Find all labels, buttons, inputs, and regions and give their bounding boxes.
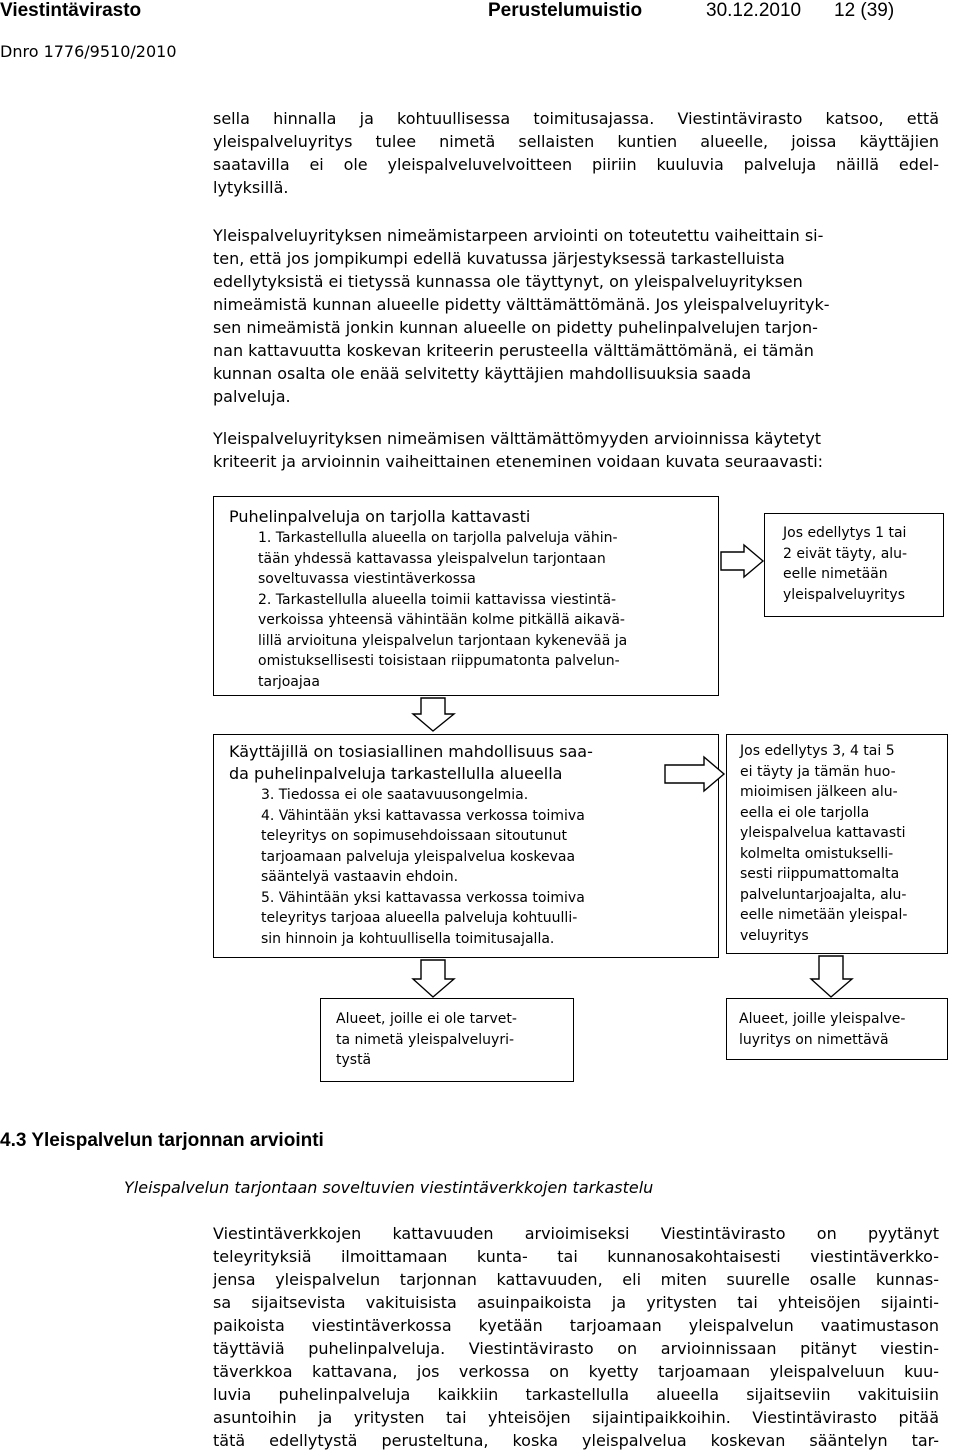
section-heading: 4.3 Yleispalvelun tarjonnan arviointi xyxy=(0,1130,324,1151)
section-subheading: Yleispalvelun tarjontaan soveltuvien viestintäverkkojen tarkastelu xyxy=(124,1178,654,1197)
header-org: Viestintävirasto xyxy=(0,0,142,21)
down-arrow-icon xyxy=(412,959,456,999)
header-date: 30.12.2010 xyxy=(706,0,802,21)
criterion-line: 2. Tarkastellulla alueella toimii kattavissa viestintä- xyxy=(258,591,617,608)
paragraph-2 xyxy=(213,224,939,408)
text-line: kunnan osalta ole enää selvitetty käyttäjien mahdollisuuksia saada xyxy=(213,364,752,383)
result-line: tystä xyxy=(336,1052,372,1068)
criterion-line: omistuksellisesti toisistaan riippumatonta palvelun- xyxy=(258,653,620,669)
down-arrow-icon xyxy=(412,697,456,733)
outcome-box-2 xyxy=(726,734,948,954)
result-box-no-need xyxy=(320,998,574,1082)
text-line: lytyksillä. xyxy=(213,178,289,197)
text-line: täyttäviä puhelinpalveluja. Viestintävirasto on arvioinnissaan pitänyt viestin- xyxy=(213,1339,939,1358)
outcome-line: 2 eivät täyty, alu- xyxy=(783,545,908,562)
criterion-line: tarjoajaa xyxy=(258,673,320,690)
text-line: Yleispalveluyrityksen nimeämistarpeen arviointi on toteutettu vaiheittain si- xyxy=(213,226,824,245)
outcome-line: mioimisen jälkeen alu- xyxy=(740,784,898,800)
criterion-line: 1. Tarkastellulla alueella on tarjolla palveluja vähin- xyxy=(258,530,618,546)
outcome-line: eelle nimetään xyxy=(783,566,888,582)
outcome-line: Jos edellytys 3, 4 tai 5 xyxy=(740,743,895,759)
text-line: nimeämistä kunnan alueelle pidetty välttämättömänä. Jos yleispalveluyrityk- xyxy=(213,295,830,314)
text-line: edellytyksistä ei tietyssä kunnassa ole täyttynyt, on yleispalveluyrityksen xyxy=(213,272,803,291)
outcome-line: veluyritys xyxy=(740,927,809,944)
text-line: kriteerit ja arvioinnin vaiheittainen eteneminen voidaan kuvata seuraavasti: xyxy=(213,452,824,471)
criterion-line: verkoissa yhteensä vähintään kolme pitkällä aikavä- xyxy=(258,612,625,628)
text-line: teleyrityksiä ilmoittamaan kunta- tai kunnanosakohtaisesti viestintäverkko- xyxy=(213,1247,939,1266)
criteria-box-1 xyxy=(213,496,719,696)
outcome-line: eella ei ole tarjolla xyxy=(740,804,870,821)
outcome-line: yleispalveluyritys xyxy=(783,586,905,603)
text-line: palveluja. xyxy=(213,387,291,406)
right-arrow-icon xyxy=(664,756,726,792)
text-line: sella hinnalla ja kohtuullisessa toimitusajassa. Viestintävirasto katsoo, että xyxy=(213,109,939,128)
paragraph-3 xyxy=(213,427,939,473)
text-line: paikoista viestintäverkossa kyetään tarjoamaan yleispalvelun vaatimustason xyxy=(213,1316,939,1335)
outcome-line: palveluntarjoajalta, alu- xyxy=(740,886,907,903)
outcome-line: Jos edellytys 1 tai xyxy=(783,525,907,541)
box-title: Käyttäjillä on tosiasiallinen mahdollisuus saa- xyxy=(229,742,593,761)
text-line: sa sijaitsevista vakituisista asuinpaikoista ja yritysten tai yhteisöjen sijainti- xyxy=(213,1293,939,1312)
text-line: Viestintäverkkojen kattavuuden arvioimiseksi Viestintävirasto on pyytänyt xyxy=(213,1224,939,1243)
text-line: täverkkoa kattavana, jos verkossa on kyetty tarjoamaan yleispalveluun kuu- xyxy=(213,1362,939,1381)
criterion-line: sin hinnoin ja kohtuullisella toimitusajalla. xyxy=(261,930,555,947)
outcome-line: kolmelta omistukselli- xyxy=(740,845,894,862)
right-arrow-icon xyxy=(720,544,765,578)
text-line: asuntoihin ja yritysten tai yhteisöjen sijaintipaikkoihin. Viestintävirasto pitää xyxy=(213,1408,939,1427)
text-line: jensa yleispalvelun tarjonnan kattavuuden, eli miten suurelle osalle kunnas- xyxy=(213,1270,939,1289)
criterion-line: sääntelyä vastaavin ehdoin. xyxy=(261,869,459,885)
outcome-line: eelle nimetään yleispal- xyxy=(740,907,908,923)
result-line: ta nimetä yleispalveluyri- xyxy=(336,1031,515,1048)
paragraph-1 xyxy=(213,107,939,199)
down-arrow-icon xyxy=(810,955,854,999)
criterion-line: soveltuvassa viestintäverkossa xyxy=(258,571,476,587)
result-box-must-designate xyxy=(726,998,948,1060)
header-doc-type: Perustelumuistio xyxy=(488,0,643,21)
box-title: Puhelinpalveluja on tarjolla kattavasti xyxy=(229,507,531,526)
criterion-line: tarjoamaan palveluja yleispalvelua koskevaa xyxy=(261,848,576,865)
criterion-line: 5. Vähintään yksi kattavassa verkossa toimiva xyxy=(261,889,585,906)
text-line: yleispalveluyritys tulee nimetä sellaisten kuntien alueelle, joissa käyttäjien xyxy=(213,132,939,151)
text-line: saatavilla ei ole yleispalveluvelvoitteen piiriin kuuluvia palveluja näillä edel- xyxy=(213,155,939,174)
header-dnro: Dnro 1776/9510/2010 xyxy=(0,42,177,61)
criterion-line: 4. Vähintään yksi kattavassa verkossa toimiva xyxy=(261,807,585,824)
criterion-line: tään yhdessä kattavassa yleispalvelun tarjontaan xyxy=(258,550,606,567)
text-line: nan kattavuutta koskevan kriteerin perusteella välttämättömänä, ei tämän xyxy=(213,341,814,360)
criteria-box-2 xyxy=(213,734,719,958)
text-line: luvia puhelinpalveluja kaikkiin tarkastellulla alueella sijaitseviin vakituisiin xyxy=(213,1385,939,1404)
box-title: da puhelinpalveluja tarkastellulla alueella xyxy=(229,764,563,783)
criterion-line: teleyritys tarjoaa alueella palveluja kohtuulli- xyxy=(261,910,578,926)
outcome-line: ei täyty ja tämän huo- xyxy=(740,763,896,780)
header-page: 12 (39) xyxy=(834,0,895,21)
result-line: Alueet, joille ei ole tarvet- xyxy=(336,1011,517,1027)
result-line: luyritys on nimettävä xyxy=(739,1031,889,1048)
result-line: Alueet, joille yleispalve- xyxy=(739,1011,906,1027)
outcome-line: sesti riippumattomalta xyxy=(740,866,900,882)
outcome-line: yleispalvelua kattavasti xyxy=(740,825,906,841)
criterion-line: lillä arvioituna yleispalvelun tarjontaan kykenevää ja xyxy=(258,632,628,649)
outcome-box-1 xyxy=(764,513,944,617)
paragraph-4 xyxy=(213,1222,939,1452)
criterion-line: teleyritys on sopimusehdoissaan sitoutunut xyxy=(261,828,567,844)
text-line: ten, että jos jompikumpi edellä kuvatussa järjestyksessä tarkastelluista xyxy=(213,249,785,268)
text-line: sen nimeämistä jonkin kunnan alueelle on pidetty puhelinpalvelujen tarjon- xyxy=(213,318,818,337)
text-line: tätä edellytystä perusteltuna, koska yleispalvelua koskevan sääntelyn tar- xyxy=(213,1431,939,1450)
text-line: Yleispalveluyrityksen nimeämisen välttämättömyyden arvioinnissa käytetyt xyxy=(213,429,822,448)
criterion-line: 3. Tiedossa ei ole saatavuusongelmia. xyxy=(261,787,529,803)
